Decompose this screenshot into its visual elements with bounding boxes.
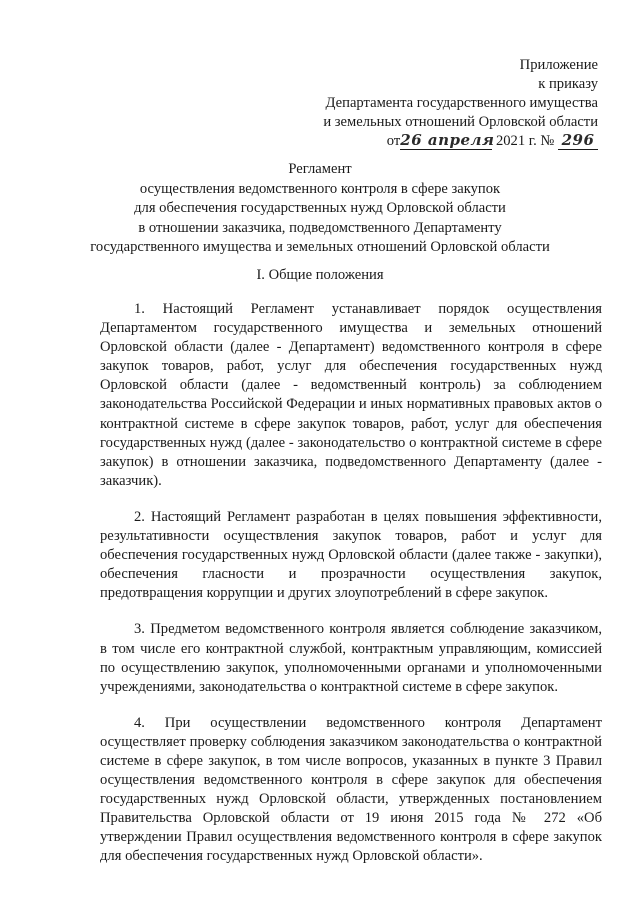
document-body — [100, 300, 602, 884]
title-line-3: для обеспечения государственных нужд Орловской области — [134, 200, 506, 216]
appendix-header — [323, 56, 598, 151]
title-line-5: государственного имущества и земельных отношений Орловской области — [90, 239, 550, 255]
handwritten-date-field — [400, 131, 495, 150]
handwritten-date: 26 апреля — [400, 131, 495, 149]
appendix-department-line2: и земельных отношений Орловской области — [323, 114, 598, 130]
title-line-2: осуществления ведомственного контроля в сфере закупок — [139, 180, 501, 197]
paragraph-3: 3. Предметом ведомственного контроля является соблюдение заказчиком, в том числе его контрактной службой, контрактным управляющим, комиссией по осуществлению закупок, уполномоченными органами и уполномоченными учреждениями, законодательства о контрактной системе в сфере закупок. — [100, 621, 602, 695]
title-line-1: Регламент — [288, 161, 352, 177]
document-title — [0, 160, 640, 258]
appendix-department-line1: Департамента государственного имущества — [325, 95, 598, 111]
appendix-order-ref: к приказу — [538, 76, 598, 92]
appendix-label: Приложение — [519, 57, 598, 73]
appendix-date-line — [323, 132, 598, 151]
date-prefix: от — [386, 133, 401, 149]
paragraph-1: 1. Настоящий Регламент устанавливает порядок осуществления Департаментом государственного имущества и земельных отношений Орловской области (далее - Департамент) ведомственного контроля в сфере закупок товаров, работ, услуг для обеспечения государственных нужд Орловской области (далее - ведомственный контроль) за соблюдением законодательства Российской Федерации и иных нормативных правовых актов о контрактной системе в сфере закупок товаров, работ, услуг для обеспечения государственных нужд (далее - законодательство о контрактной системе в сфере закупок) в отношении заказчика, подведомственного Департаменту (далее - заказчик). — [100, 301, 602, 489]
handwritten-number-field — [558, 132, 598, 150]
year-and-number-label: 2021 г. № — [495, 133, 555, 149]
paragraph-2: 2. Настоящий Регламент разработан в целях повышения эффективности, результативности осуществления закупок товаров, работ и услуг для обеспечения государственных нужд Орловской области (далее также - закупки), обеспечения гласности и прозрачности осуществления закупок, предотвращения коррупции и других злоупотреблений в сфере закупок. — [100, 508, 602, 602]
title-line-4: в отношении заказчика, подведомственного Департаменту — [138, 219, 502, 236]
section-heading: I. Общие положения — [256, 267, 384, 283]
paragraph-4: 4. При осуществлении ведомственного контроля Департамент осуществляет проверку соблюдения заказчиком законодательства о контрактной системе в сфере закупок, в том числе вопросов, указанных в пункте 3 Правил осуществления ведомственного контроля в сфере закупок для обеспечения государственных нужд Орловской области, утвержденных постановлением Правительства Орловской области от 19 июня 2015 года № 272 «Об утверждении Правил осуществления ведомственного контроля в сфере закупок для обеспечения государственных нужд Орловской области». — [100, 714, 602, 865]
handwritten-number: 296 — [561, 131, 595, 149]
